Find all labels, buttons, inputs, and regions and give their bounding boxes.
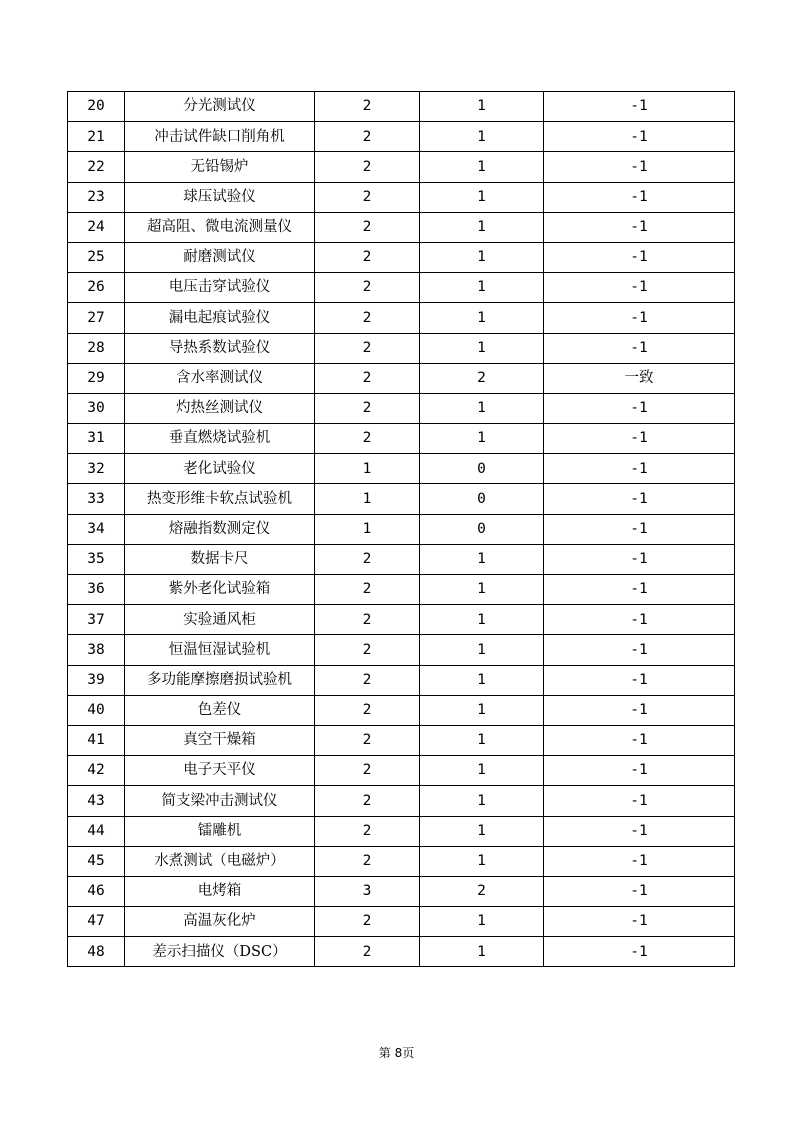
- value-1-cell: 2: [315, 363, 420, 393]
- row-number-cell: 39: [68, 665, 125, 695]
- value-1-cell: 2: [315, 725, 420, 755]
- table-row: [68, 363, 735, 393]
- equipment-table: [67, 91, 735, 967]
- row-number-cell: 29: [68, 363, 125, 393]
- result-cell: -1: [544, 907, 735, 937]
- table-row: [68, 212, 735, 242]
- row-number-cell: 43: [68, 786, 125, 816]
- row-number-cell: 21: [68, 122, 125, 152]
- equipment-name-cell: 分光测试仪: [125, 92, 315, 122]
- row-number-cell: 47: [68, 907, 125, 937]
- value-1-cell: 2: [315, 786, 420, 816]
- table-row: [68, 635, 735, 665]
- row-number-cell: 27: [68, 303, 125, 333]
- equipment-name-cell: 真空干燥箱: [125, 725, 315, 755]
- result-cell: -1: [544, 786, 735, 816]
- value-1-cell: 2: [315, 544, 420, 574]
- table-row: [68, 424, 735, 454]
- table-row: [68, 273, 735, 303]
- result-cell: -1: [544, 514, 735, 544]
- table-row: [68, 303, 735, 333]
- value-2-cell: 1: [420, 273, 544, 303]
- value-1-cell: 2: [315, 575, 420, 605]
- table-row: [68, 756, 735, 786]
- value-1-cell: 2: [315, 333, 420, 363]
- value-2-cell: 1: [420, 846, 544, 876]
- result-cell: -1: [544, 544, 735, 574]
- value-1-cell: 2: [315, 273, 420, 303]
- value-2-cell: 1: [420, 665, 544, 695]
- value-2-cell: 1: [420, 756, 544, 786]
- result-cell: 一致: [544, 363, 735, 393]
- value-2-cell: 1: [420, 907, 544, 937]
- equipment-name-cell: 漏电起痕试验仪: [125, 303, 315, 333]
- result-cell: -1: [544, 212, 735, 242]
- table-body: [68, 92, 735, 967]
- equipment-name-cell: 恒温恒湿试验机: [125, 635, 315, 665]
- value-2-cell: 0: [420, 484, 544, 514]
- value-2-cell: 1: [420, 635, 544, 665]
- row-number-cell: 33: [68, 484, 125, 514]
- result-cell: -1: [544, 152, 735, 182]
- result-cell: -1: [544, 575, 735, 605]
- row-number-cell: 44: [68, 816, 125, 846]
- value-1-cell: 2: [315, 635, 420, 665]
- value-2-cell: 2: [420, 363, 544, 393]
- value-2-cell: 0: [420, 514, 544, 544]
- equipment-name-cell: 熔融指数测定仪: [125, 514, 315, 544]
- value-1-cell: 2: [315, 756, 420, 786]
- result-cell: -1: [544, 695, 735, 725]
- row-number-cell: 36: [68, 575, 125, 605]
- equipment-name-cell: 超高阻、微电流测量仪: [125, 212, 315, 242]
- equipment-name-cell: 老化试验仪: [125, 454, 315, 484]
- equipment-name-cell: 实验通风柜: [125, 605, 315, 635]
- equipment-name-cell: 多功能摩擦磨损试验机: [125, 665, 315, 695]
- result-cell: -1: [544, 424, 735, 454]
- table-row: [68, 454, 735, 484]
- table-row: [68, 786, 735, 816]
- value-1-cell: 2: [315, 303, 420, 333]
- table-row: [68, 92, 735, 122]
- result-cell: -1: [544, 725, 735, 755]
- value-2-cell: 1: [420, 605, 544, 635]
- result-cell: -1: [544, 816, 735, 846]
- value-1-cell: 2: [315, 605, 420, 635]
- row-number-cell: 38: [68, 635, 125, 665]
- result-cell: -1: [544, 182, 735, 212]
- value-2-cell: 1: [420, 937, 544, 967]
- equipment-name-cell: 热变形维卡软点试验机: [125, 484, 315, 514]
- page-number: 第 8页: [378, 1046, 415, 1060]
- row-number-cell: 22: [68, 152, 125, 182]
- table-row: [68, 393, 735, 423]
- value-2-cell: 1: [420, 303, 544, 333]
- value-2-cell: 0: [420, 454, 544, 484]
- row-number-cell: 35: [68, 544, 125, 574]
- equipment-name-cell: 简支梁冲击测试仪: [125, 786, 315, 816]
- equipment-name-cell: 电子天平仪: [125, 756, 315, 786]
- value-2-cell: 2: [420, 876, 544, 906]
- value-2-cell: 1: [420, 182, 544, 212]
- value-1-cell: 2: [315, 816, 420, 846]
- table-row: [68, 725, 735, 755]
- table-row: [68, 907, 735, 937]
- row-number-cell: 23: [68, 182, 125, 212]
- value-2-cell: 1: [420, 122, 544, 152]
- result-cell: -1: [544, 242, 735, 272]
- row-number-cell: 30: [68, 393, 125, 423]
- row-number-cell: 20: [68, 92, 125, 122]
- equipment-name-cell: 高温灰化炉: [125, 907, 315, 937]
- value-1-cell: 2: [315, 182, 420, 212]
- equipment-name-cell: 球压试验仪: [125, 182, 315, 212]
- value-1-cell: 2: [315, 92, 420, 122]
- result-cell: -1: [544, 846, 735, 876]
- row-number-cell: 37: [68, 605, 125, 635]
- equipment-name-cell: 色差仪: [125, 695, 315, 725]
- result-cell: -1: [544, 303, 735, 333]
- result-cell: -1: [544, 122, 735, 152]
- row-number-cell: 26: [68, 273, 125, 303]
- value-1-cell: 2: [315, 212, 420, 242]
- table-row: [68, 575, 735, 605]
- row-number-cell: 34: [68, 514, 125, 544]
- table-row: [68, 665, 735, 695]
- result-cell: -1: [544, 454, 735, 484]
- equipment-name-cell: 冲击试件缺口削角机: [125, 122, 315, 152]
- value-1-cell: 2: [315, 242, 420, 272]
- value-2-cell: 1: [420, 333, 544, 363]
- value-2-cell: 1: [420, 786, 544, 816]
- row-number-cell: 32: [68, 454, 125, 484]
- value-2-cell: 1: [420, 152, 544, 182]
- row-number-cell: 46: [68, 876, 125, 906]
- table-row: [68, 846, 735, 876]
- table-row: [68, 122, 735, 152]
- result-cell: -1: [544, 484, 735, 514]
- row-number-cell: 31: [68, 424, 125, 454]
- value-1-cell: 1: [315, 454, 420, 484]
- equipment-name-cell: 数据卡尺: [125, 544, 315, 574]
- equipment-name-cell: 镭雕机: [125, 816, 315, 846]
- table-row: [68, 484, 735, 514]
- equipment-name-cell: 电压击穿试验仪: [125, 273, 315, 303]
- row-number-cell: 24: [68, 212, 125, 242]
- result-cell: -1: [544, 876, 735, 906]
- value-2-cell: 1: [420, 92, 544, 122]
- equipment-name-cell: 垂直燃烧试验机: [125, 424, 315, 454]
- value-1-cell: 2: [315, 907, 420, 937]
- value-1-cell: 2: [315, 846, 420, 876]
- value-2-cell: 1: [420, 424, 544, 454]
- row-number-cell: 41: [68, 725, 125, 755]
- table-row: [68, 514, 735, 544]
- value-1-cell: 1: [315, 514, 420, 544]
- equipment-name-cell: 无铅锡炉: [125, 152, 315, 182]
- table-row: [68, 333, 735, 363]
- result-cell: -1: [544, 273, 735, 303]
- equipment-name-cell: 灼热丝测试仪: [125, 393, 315, 423]
- equipment-name-cell: 紫外老化试验箱: [125, 575, 315, 605]
- table-row: [68, 937, 735, 967]
- result-cell: -1: [544, 92, 735, 122]
- result-cell: -1: [544, 605, 735, 635]
- equipment-name-cell: 含水率测试仪: [125, 363, 315, 393]
- result-cell: -1: [544, 333, 735, 363]
- result-cell: -1: [544, 756, 735, 786]
- value-2-cell: 1: [420, 575, 544, 605]
- equipment-name-cell: 电烤箱: [125, 876, 315, 906]
- table-row: [68, 876, 735, 906]
- value-1-cell: 2: [315, 937, 420, 967]
- value-1-cell: 2: [315, 665, 420, 695]
- row-number-cell: 48: [68, 937, 125, 967]
- table-row: [68, 695, 735, 725]
- value-1-cell: 2: [315, 695, 420, 725]
- table-row: [68, 605, 735, 635]
- value-2-cell: 1: [420, 725, 544, 755]
- equipment-name-cell: 导热系数试验仪: [125, 333, 315, 363]
- value-1-cell: 3: [315, 876, 420, 906]
- value-2-cell: 1: [420, 695, 544, 725]
- equipment-name-cell: 水煮测试（电磁炉）: [125, 846, 315, 876]
- table-row: [68, 242, 735, 272]
- result-cell: -1: [544, 665, 735, 695]
- value-1-cell: 1: [315, 484, 420, 514]
- row-number-cell: 28: [68, 333, 125, 363]
- value-1-cell: 2: [315, 152, 420, 182]
- value-2-cell: 1: [420, 544, 544, 574]
- table-row: [68, 152, 735, 182]
- table-row: [68, 816, 735, 846]
- table-row: [68, 544, 735, 574]
- row-number-cell: 45: [68, 846, 125, 876]
- value-1-cell: 2: [315, 424, 420, 454]
- row-number-cell: 25: [68, 242, 125, 272]
- value-1-cell: 2: [315, 393, 420, 423]
- value-2-cell: 1: [420, 242, 544, 272]
- value-1-cell: 2: [315, 122, 420, 152]
- value-2-cell: 1: [420, 393, 544, 423]
- result-cell: -1: [544, 937, 735, 967]
- row-number-cell: 42: [68, 756, 125, 786]
- equipment-name-cell: 差示扫描仪（DSC）: [125, 937, 315, 967]
- table-row: [68, 182, 735, 212]
- value-2-cell: 1: [420, 816, 544, 846]
- equipment-name-cell: 耐磨测试仪: [125, 242, 315, 272]
- value-2-cell: 1: [420, 212, 544, 242]
- result-cell: -1: [544, 635, 735, 665]
- row-number-cell: 40: [68, 695, 125, 725]
- result-cell: -1: [544, 393, 735, 423]
